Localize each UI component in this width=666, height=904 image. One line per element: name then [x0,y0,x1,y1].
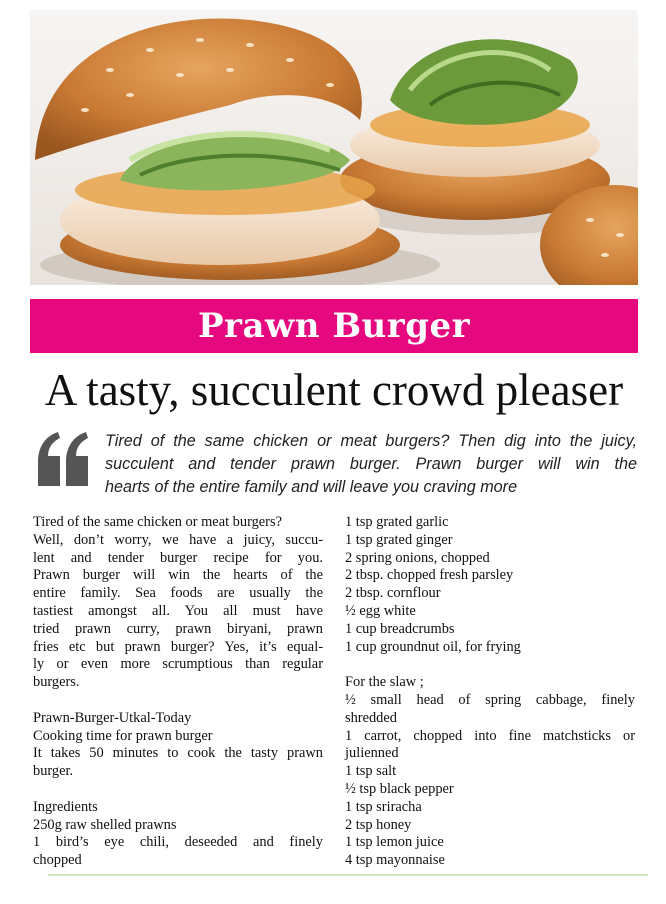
slaw-item: ½ tsp black pepper [345,780,454,797]
body-line: Prawn burger will win the hearts of the [33,567,323,584]
body-line: ly or even more scrumptious than regular [33,656,323,673]
prawn-burger-photo [30,10,638,285]
body-line: lent and tender burger recipe for you. [33,549,323,566]
ingredients-heading: Ingredients [33,798,98,815]
slaw-item: 4 tsp mayonnaise [345,852,445,869]
body-line: Well, don’t worry, we have a juicy, succu- [33,531,323,548]
ingredient-item: 2 spring onions, chopped [345,549,490,566]
slaw-item: 1 tsp sriracha [345,798,422,815]
slaw-item: julienned [345,745,399,762]
cooking-title: Prawn-Burger-Utkal-Today [33,709,192,726]
slaw-item: 1 tsp salt [345,763,397,780]
footer-rule [48,874,648,876]
ingredient-item: 1 tsp grated ginger [345,531,453,548]
headline: A tasty, succulent crowd pleaser [44,365,624,415]
body-line: tried prawn curry, prawn biryani, prawn [33,620,323,637]
ingredient-item: ½ egg white [345,602,416,619]
standfirst [105,430,637,499]
recipe-title: Prawn Burger [197,306,471,346]
ingredient-item: 1 tsp grated garlic [345,514,449,530]
slaw-item: ½ small head of spring cabbage, finely [345,691,635,708]
ingredient-item: 2 tbsp. cornflour [345,585,441,602]
slaw-item: shredded [345,709,397,726]
slaw-item: 1 tsp lemon juice [345,834,444,851]
standfirst-line: succulent and tender prawn burger. Prawn burger will win the [105,455,637,473]
body-line: entire family. Sea foods are usually the [33,585,323,602]
body-line: tastiest amongst all. You all must have [33,602,323,619]
right-column [345,514,635,870]
slaw-heading: For the slaw ; [345,674,424,691]
quote-mark-icon [34,428,94,490]
ingredient-item: 1 bird’s eye chili, deseeded and finely [33,834,323,851]
slaw-item: 2 tsp honey [345,816,412,833]
ingredient-item: 1 cup groundnut oil, for frying [345,638,521,655]
ingredient-item: 1 cup breadcrumbs [345,620,455,637]
ingredient-item: 2 tbsp. chopped fresh parsley [345,567,514,584]
standfirst-line: hearts of the entire family and will leave you craving more [105,478,518,496]
body-line: Tired of the same chicken or meat burgers? [33,514,282,530]
title-banner [30,299,638,353]
cooking-label: Cooking time for prawn burger [33,727,213,744]
body-line: burger. [33,763,74,780]
standfirst-line: Tired of the same chicken or meat burgers? Then dig into the juicy, [105,432,637,450]
ingredient-item: 250g raw shelled prawns [33,816,177,833]
body-line: burgers. [33,674,80,691]
left-column [33,514,323,870]
body-line: It takes 50 minutes to cook the tasty prawn [33,745,323,762]
body-line: fries etc but prawn burger? Yes, it’s equal- [33,638,323,655]
ingredient-item: chopped [33,852,82,869]
slaw-item: 1 carrot, chopped into fine matchsticks or [345,727,635,744]
